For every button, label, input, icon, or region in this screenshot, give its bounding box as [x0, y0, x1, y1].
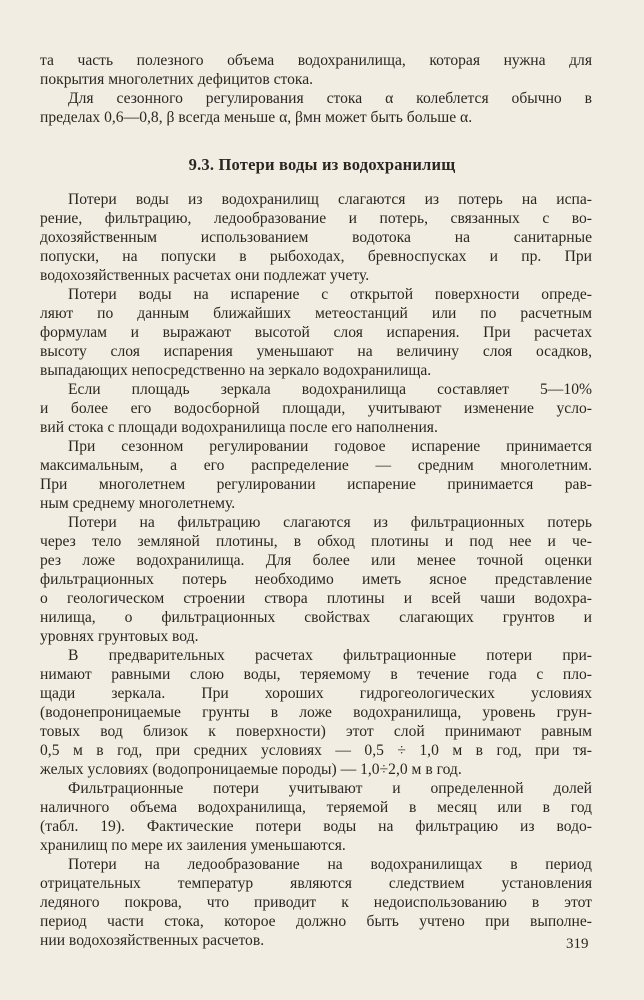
text-line: через тело земляной плотины, в обход плотины и под нее и че- — [40, 533, 592, 550]
text-line: вий стока с площади водохранилища после его наполнения. — [40, 419, 438, 436]
text-line: нимают равными слою воды, теряемому в течение года с пло- — [40, 666, 592, 683]
text-line: рез ложе водохранилища. Для более или менее точной оценки — [40, 552, 592, 569]
section-heading: 9.3. Потери воды из водохранилищ — [188, 155, 456, 174]
text-line: фильтрационных потерь необходимо иметь ясное представление — [40, 571, 592, 588]
text-line: В предварительных расчетах фильтрационные потери при- — [68, 647, 592, 664]
text-line: ляют по данным ближайших метеостанций или по расчетным — [40, 305, 592, 322]
text-line: рение, фильтрацию, ледообразование и потерь, связанных с во- — [40, 210, 592, 227]
text-line: период части стока, которое должно быть учтено при выполне- — [40, 913, 592, 930]
text-line: (водонепроницаемые грунты в ложе водохранилища, уровень грун- — [40, 704, 592, 721]
text-line: желых условиях (водопроницаемые породы) — 1,0÷2,0 м в год. — [40, 761, 462, 778]
section-body — [40, 190, 592, 950]
text-line: пределах 0,6—0,8, β всегда меньше α, βмн может быть больше α. — [40, 109, 473, 126]
text-line: товых вод близок к поверхности) этот слой принимают равным — [40, 723, 592, 740]
text-line: Потери на ледообразование на водохранилищах в период — [68, 856, 592, 873]
text-line: 0,5 м в год, при средних условиях — 0,5 ÷ 1,0 м в год, при тя- — [40, 742, 592, 759]
text-line: Потери воды на испарение с открытой поверхности опреде- — [68, 286, 592, 303]
text-line: Для сезонного регулирования стока α колеблется обычно в — [68, 90, 592, 107]
text-line: высоту слоя испарения уменьшают на величину слоя осадков, — [40, 343, 592, 360]
text-line: ным среднему многолетнему. — [40, 495, 236, 512]
text-line: дохозяйственным использованием водотока на санитарные — [40, 229, 592, 246]
text-line: выпадающих непосредственно на зеркало водохранилища. — [40, 362, 432, 379]
text-line: (табл. 19). Фактические потери воды на фильтрацию из водо- — [40, 818, 592, 835]
page-number: 319 — [566, 936, 589, 952]
text-line: нилища, о фильтрационных свойствах слагающих грунтов и — [40, 609, 592, 626]
text-line: та часть полезного объема водохранилища, которая нужна для — [40, 52, 592, 69]
text-line: Если площадь зеркала водохранилища составляет 5—10% — [68, 381, 592, 398]
text-line: щади зеркала. При хороших гидрогеологических условиях — [40, 685, 592, 702]
text-line: попуски, на попуски в рыбоходах, бревноспусках и пр. При — [40, 248, 592, 265]
text-line: отрицательных температур являются следствием установления — [40, 875, 592, 892]
text-line: нии водохозяйственных расчетов. — [40, 932, 265, 949]
text-line: максимальным, а его распределение — средним многолетним. — [40, 457, 592, 474]
text-line: наличного объема водохранилища, теряемой в месяц или в год — [40, 799, 592, 816]
text-line: Потери воды из водохранилищ слагаются из потерь на испа- — [68, 191, 592, 208]
text-line: хранилищ по мере их заиления уменьшаются. — [40, 837, 346, 854]
text-line: водохозяйственных расчетах они подлежат учету. — [40, 267, 370, 284]
intro-text — [40, 51, 592, 127]
text-line: При сезонном регулировании годовое испарение принимается — [68, 438, 592, 455]
text-line: уровнях грунтовых вод. — [40, 628, 199, 645]
text-line: ледяного покрова, что приводит к недоиспользованию в этот — [40, 894, 592, 911]
text-line: формулам и выражают высотой слоя испарения. При расчетах — [40, 324, 592, 341]
text-line: и более его водосборной площади, учитывают изменение усло- — [40, 400, 592, 417]
text-line: Фильтрационные потери учитывают и определенной долей — [68, 780, 592, 797]
text-line: о геологическом строении створа плотины и всей чаши водохра- — [40, 590, 592, 607]
text-line: При многолетнем регулировании испарение принимается рав- — [40, 476, 592, 493]
text-line: покрытия многолетних дефицитов стока. — [40, 71, 314, 88]
text-line: Потери на фильтрацию слагаются из фильтрационных потерь — [68, 514, 592, 531]
